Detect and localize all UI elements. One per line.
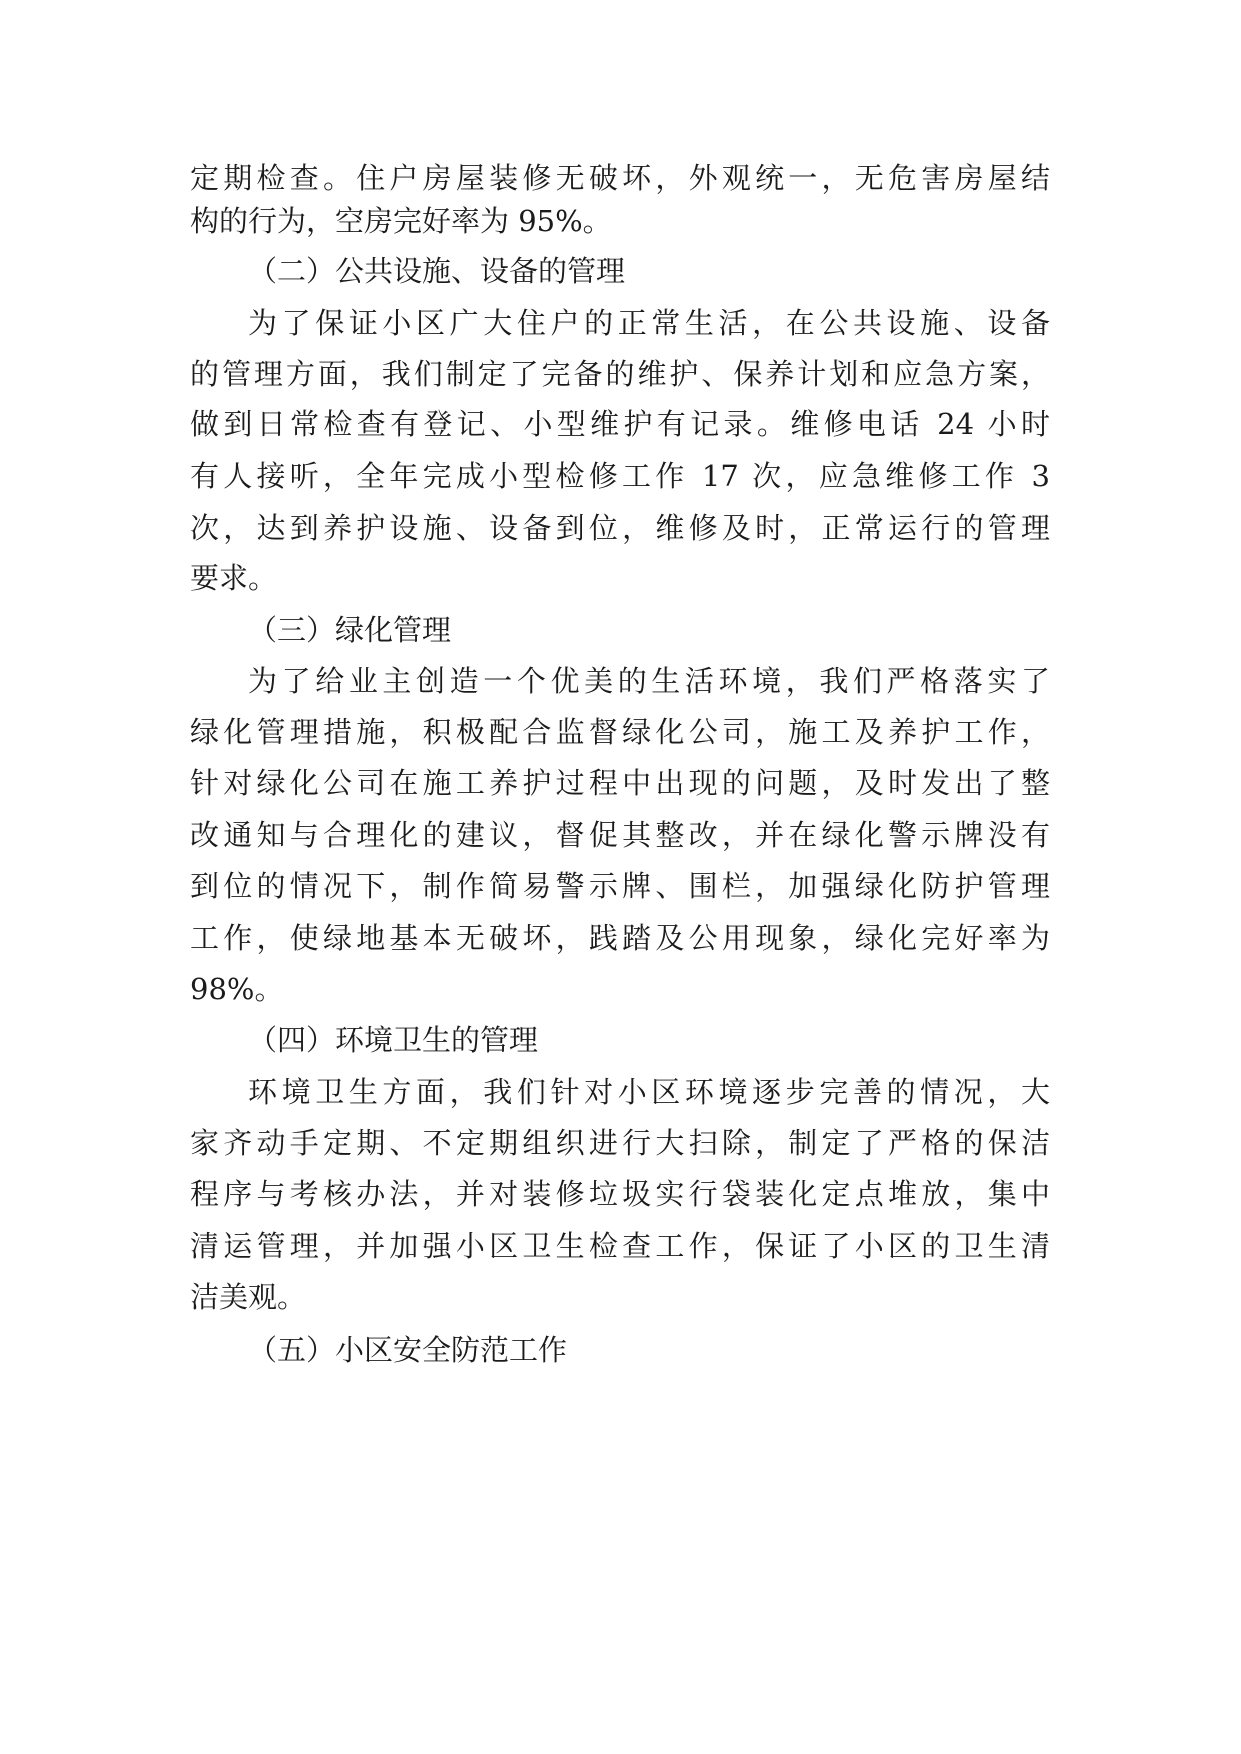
text-line: 环境卫生方面，我们针对小区环境逐步完善的情况，大 <box>248 1075 1050 1109</box>
text-line: 有人接听，全年完成小型检修工作 17 次，应急维修工作 3 <box>190 459 1050 493</box>
section-heading: （四）环境卫生的管理 <box>248 1023 539 1057</box>
text-line: 做到日常检查有登记、小型维护有记录。维修电话 24 小时 <box>190 407 1050 441</box>
text-line: 工作，使绿地基本无破坏，践踏及公用现象，绿化完好率为 <box>190 921 1050 955</box>
text-line: 的管理方面，我们制定了完备的维护、保养计划和应急方案， <box>190 357 1050 391</box>
text-line: 定期检查。住户房屋装修无破坏，外观统一，无危害房屋结 <box>190 161 1050 195</box>
text-line: 为了保证小区广大住户的正常生活，在公共设施、设备 <box>248 306 1050 340</box>
text-line: 绿化管理措施，积极配合监督绿化公司，施工及养护工作， <box>190 715 1050 749</box>
section-heading: （二）公共设施、设备的管理 <box>248 254 626 288</box>
text-line: 针对绿化公司在施工养护过程中出现的问题，及时发出了整 <box>190 766 1050 800</box>
text-line: 程序与考核办法，并对装修垃圾实行袋装化定点堆放，集中 <box>190 1177 1050 1211</box>
text-line: 98%。 <box>190 972 284 1006</box>
section-heading: （三）绿化管理 <box>248 613 452 647</box>
text-line: 清运管理，并加强小区卫生检查工作，保证了小区的卫生清 <box>190 1229 1050 1263</box>
text-line: 要求。 <box>190 561 278 595</box>
text-line: 构的行为，空房完好率为 95%。 <box>190 204 612 238</box>
text-line: 家齐动手定期、不定期组织进行大扫除，制定了严格的保洁 <box>190 1126 1050 1160</box>
text-line: 改通知与合理化的建议，督促其整改，并在绿化警示牌没有 <box>190 818 1050 852</box>
text-line: 洁美观。 <box>190 1280 307 1314</box>
section-heading: （五）小区安全防范工作 <box>248 1333 568 1367</box>
text-line: 到位的情况下，制作简易警示牌、围栏，加强绿化防护管理 <box>190 869 1050 903</box>
text-line: 次，达到养护设施、设备到位，维修及时，正常运行的管理 <box>190 511 1050 545</box>
text-line: 为了给业主创造一个优美的生活环境，我们严格落实了 <box>248 664 1050 698</box>
